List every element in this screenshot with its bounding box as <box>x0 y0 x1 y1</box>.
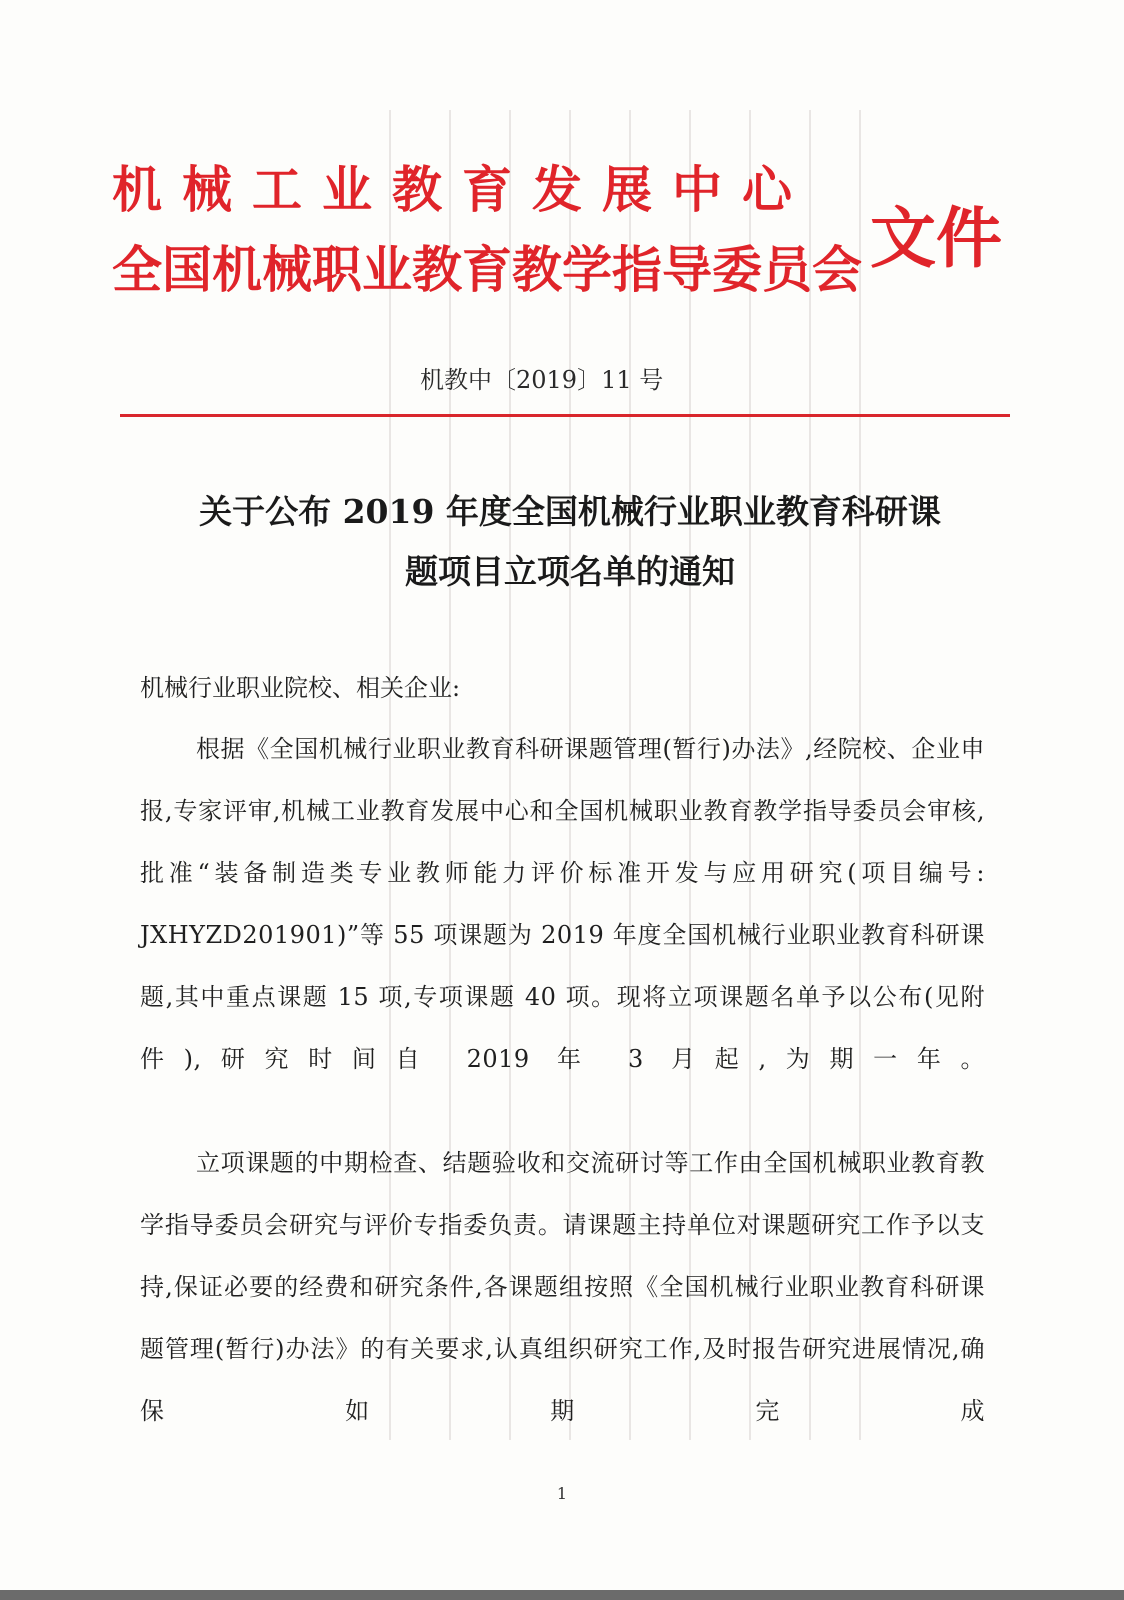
document-label: 文件 <box>870 200 1002 277</box>
addressee: 机械行业职业院校、相关企业: <box>140 674 461 702</box>
header-red-divider <box>120 414 1010 417</box>
page-number: 1 <box>556 1484 568 1503</box>
issuing-organization-1: 机械工业教育发展中心 <box>112 161 812 219</box>
document-number: 机教中〔2019〕11 号 <box>420 366 664 394</box>
title-line-1: 关于公布 2019 年度全国机械行业职业教育科研课 <box>199 492 941 531</box>
title-line-2: 题项目立项名单的通知 <box>405 552 735 591</box>
issuing-organization-2: 全国机械职业教育教学指导委员会 <box>112 241 862 299</box>
document-title <box>140 482 1000 602</box>
scan-edge-shadow <box>0 1590 1124 1600</box>
body-paragraph: 立项课题的中期检查、结题验收和交流研讨等工作由全国机械职业教育教学指导委员会研究与评价专指委负责。请课题主持单位对课题研究工作予以支持,保证必要的经费和研究条件,各课题组按照《全国机械行业职业教育科研课题管理(暂行)办法》的有关要求,认真组织研究工作,及时报告研究进展情况,确保如期完成 <box>140 1149 985 1425</box>
body-paragraph: 根据《全国机械行业职业教育科研课题管理(暂行)办法》,经院校、企业申报,专家评审,机械工业教育发展中心和全国机械职业教育教学指导委员会审核,批准“装备制造类专业教师能力评价标准开发与应用研究(项目编号: JXHYZD201901)”等 55 项课题为 2019 年度全国机械行业职业教育科研课题,其中重点课题 15 项,专项课题 40 项。现将立项课题名单予以公布(见附件),研究时间自 2019 年 3 月起,为期一年。 <box>140 735 985 1073</box>
